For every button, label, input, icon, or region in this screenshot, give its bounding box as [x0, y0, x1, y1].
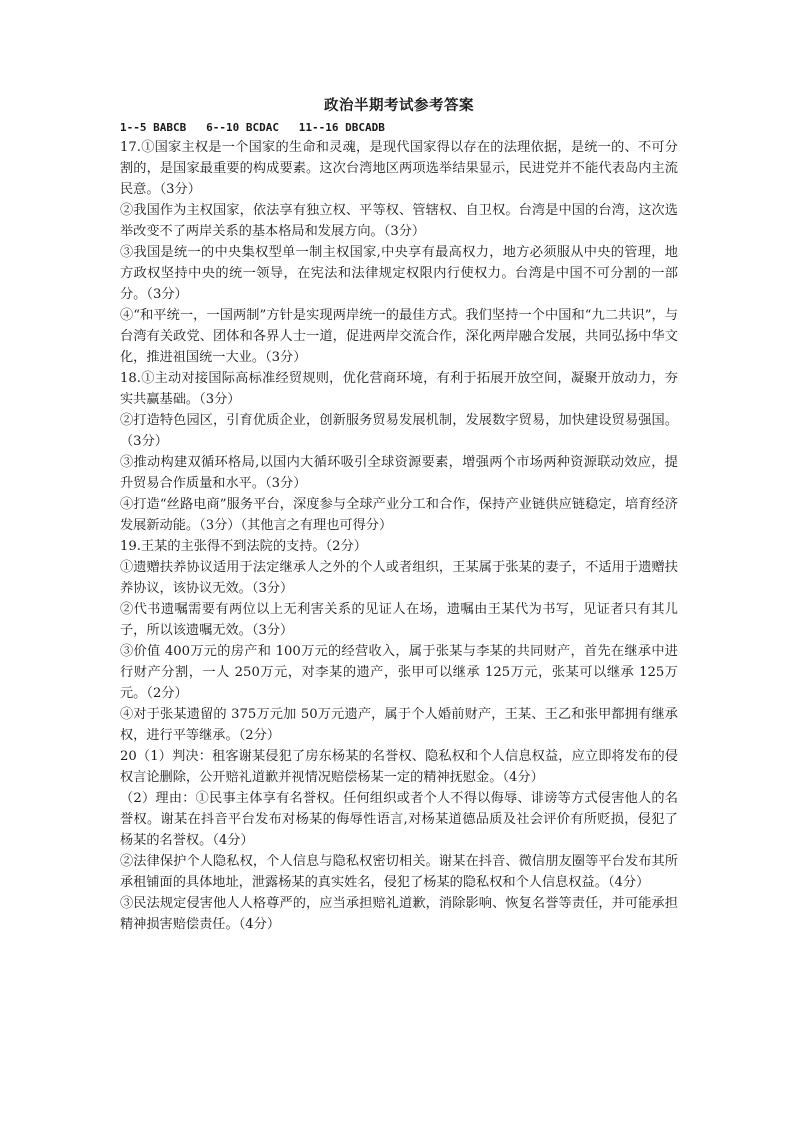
paragraph-q19-claim: 19.王某的主张得不到法院的支持。（2分）: [120, 539, 367, 554]
paragraph-q19-1: ①遗赠扶养协议适用于法定继承人之外的个人或者组织，王某属于张某的妻子，不适用于遗赠扶养协议，该协议无效。（3分）: [120, 560, 678, 596]
paragraph-q17-3: ③我国是统一的中央集权型单一制主权国家,中央享有最高权力，地方必须服从中央的管理，地方政权坚持中央的统一领导，在宪法和法律规定权限内行使权力。台湾是中国不可分割的一部分。（3分）: [120, 245, 678, 302]
paragraph-q19-3: ③价值 400万元的房产和 100万元的经营收入，属于张某与李某的共同财产，首先在继承中进行财产分割，一人 250万元，对李某的遗产，张甲可以继承 125万元，张某可以继承 125万元。（2分）: [120, 644, 678, 701]
paragraph-q20-reason-2: ②法律保护个人隐私权，个人信息与隐私权密切相关。谢某在抖音、微信朋友圈等平台发布其所承租铺面的具体地址，泄露杨某的真实姓名，侵犯了杨某的隐私权和个人信息权益。（4分）: [120, 854, 678, 890]
paragraph-q18-1: 18.①主动对接国际高标准经贸规则，优化营商环境，有利于拓展开放空间，凝聚开放动力，夯实共赢基础。（3分）: [120, 371, 678, 407]
paragraph-q18-2: ②打造特色园区，引育优质企业，创新服务贸易发展机制，发展数字贸易，加快建设贸易强国。（3分）: [120, 413, 678, 449]
paragraph-q17-2: ②我国作为主权国家，依法享有独立权、平等权、管辖权、自卫权。台湾是中国的台湾，这次选举改变不了两岸关系的基本格局和发展方向。（3分）: [120, 203, 678, 239]
paragraph-q19-2: ②代书遗嘱需要有两位以上无利害关系的见证人在场，遗嘱由王某代为书写，见证者只有其儿子，所以该遗嘱无效。（3分）: [120, 602, 678, 638]
answer-sheet: [120, 94, 678, 935]
multiple-choice-answers: 1--5 BABCB 6--10 BCDAC 11--16 DBCADB: [120, 121, 385, 134]
page-title: 政治半期考试参考答案: [324, 97, 474, 114]
paragraph-q20-reason-3: ③民法规定侵害他人人格尊严的，应当承担赔礼道歉，消除影响、恢复名誉等责任，并可能承担精神损害赔偿责任。（4分）: [120, 896, 678, 932]
paragraph-q18-4: ④打造“丝路电商”服务平台，深度参与全球产业分工和合作，保持产业链供应链稳定，培育经济发展新动能。（3分）（其他言之有理也可得分）: [120, 497, 678, 533]
paragraph-q17-4: ④“和平统一，一国两制”方针是实现两岸统一的最佳方式。我们坚持一个中国和“九二共识”，与台湾有关政党、团体和各界人士一道，促进两岸交流合作，深化两岸融合发展，共同弘扬中华文化，推进祖国统一大业。（3分）: [120, 308, 678, 365]
paragraph-q19-4: ④对于张某遗留的 375万元加 50万元遗产，属于个人婚前财产，王某、王乙和张甲都拥有继承权，进行平等继承。（2分）: [120, 707, 678, 743]
paragraph-q17-1: 17.①国家主权是一个国家的生命和灵魂，是现代国家得以存在的法理依据，是统一的、不可分割的，是国家最重要的构成要素。这次台湾地区两项选举结果显示，民进党并不能代表岛内主流民意。（3分）: [120, 140, 678, 197]
paragraph-q18-3: ③推动构建双循环格局,以国内大循环吸引全球资源要素，增强两个市场两种资源联动效应，提升贸易合作质量和水平。（3分）: [120, 455, 678, 491]
paragraph-q20-judgment: 20（1）判决：租客谢某侵犯了房东杨某的名誉权、隐私权和个人信息权益，应立即将发布的侵权言论删除，公开赔礼道歉并视情况赔偿杨某一定的精神抚慰金。（4分）: [120, 749, 678, 785]
paragraph-q20-reason-1: （2）理由：①民事主体享有名誉权。任何组织或者个人不得以侮辱、诽谤等方式侵害他人的名誉权。谢某在抖音平台发布对杨某的侮辱性语言,对杨某道德品质及社会评价有所贬损，侵犯了杨某的名誉权。（4分）: [120, 791, 678, 848]
